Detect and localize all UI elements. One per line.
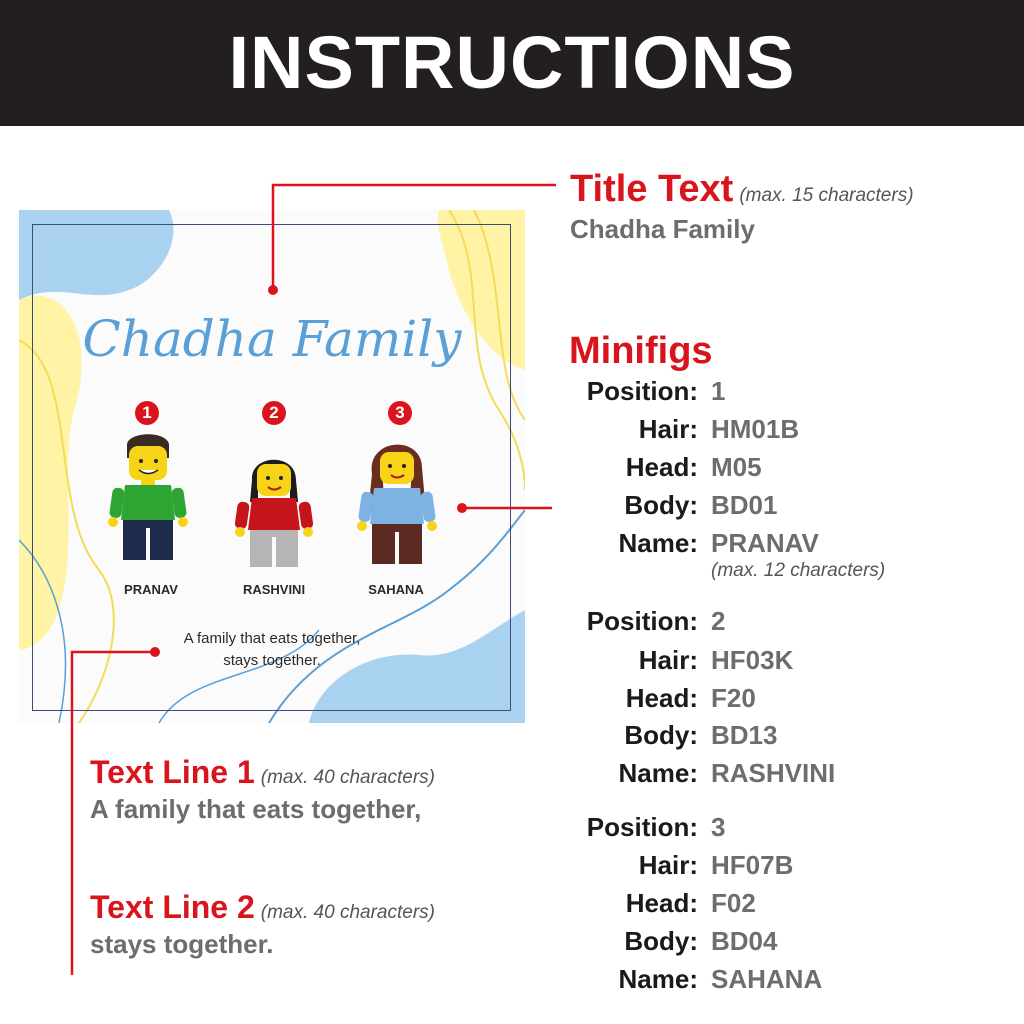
spec-key-name-1: Name: — [618, 528, 698, 558]
spec-val-position-3: 3 — [711, 812, 726, 842]
spec-val-name-1: PRANAV — [711, 528, 819, 558]
spec-key-hair-3: Hair: — [638, 850, 698, 880]
figure-name-2: RASHVINI — [242, 582, 306, 597]
figure-badge-1: 1 — [135, 401, 159, 425]
spec-key-body-1: Body: — [624, 490, 698, 520]
spec-val-hair-3: HF07B — [711, 850, 794, 880]
minifig-rashvini — [232, 450, 316, 574]
spec-val-hair-2: HF03K — [711, 645, 794, 675]
minifig-sahana — [352, 434, 442, 574]
spec-key-body-3: Body: — [624, 926, 698, 956]
preview-title: Chadha Family — [82, 310, 462, 368]
page-title: INSTRUCTIONS — [228, 21, 796, 104]
spec-key-head-3: Head: — [625, 888, 698, 918]
text-line-1-value: A family that eats together, — [90, 794, 422, 824]
text-line-1-heading — [90, 754, 435, 791]
name-limit-note: (max. 12 characters) — [711, 560, 886, 581]
figure-badge-3: 3 — [388, 401, 412, 425]
spec-key-position-1: Position: — [586, 376, 698, 406]
figure-name-1: PRANAV — [124, 582, 178, 597]
spec-key-hair-2: Hair: — [638, 645, 698, 675]
header-bar — [0, 0, 1024, 126]
spec-val-name-2: RASHVINI — [711, 758, 836, 788]
text-line-2-heading — [90, 889, 435, 926]
spec-key-hair-1: Hair: — [638, 414, 698, 444]
title-text-label: Title Text — [570, 168, 734, 210]
spec-key-name-3: Name: — [618, 964, 698, 994]
minifig-pranav — [103, 430, 193, 570]
spec-key-head-2: Head: — [625, 683, 698, 713]
preview-quote-line-2: stays together. — [223, 652, 321, 669]
spec-val-body-3: BD04 — [711, 926, 778, 956]
spec-val-body-1: BD01 — [711, 490, 778, 520]
title-text-value: Chadha Family — [570, 214, 755, 244]
figure-name-3: SAHANA — [368, 582, 424, 597]
spec-val-body-2: BD13 — [711, 720, 778, 750]
spec-key-head-1: Head: — [625, 452, 698, 482]
frame-preview — [19, 210, 525, 723]
spec-key-position-3: Position: — [586, 812, 698, 842]
text-line-2-limit-note: (max. 40 characters) — [260, 902, 436, 923]
minifigs-heading: Minifigs — [569, 330, 713, 372]
spec-val-hair-1: HM01B — [711, 414, 800, 444]
spec-val-head-1: M05 — [711, 452, 762, 482]
title-text-limit-note: (max. 15 characters) — [739, 185, 914, 206]
spec-val-position-2: 2 — [711, 606, 726, 636]
spec-val-name-3: SAHANA — [711, 964, 823, 994]
spec-key-position-2: Position: — [586, 606, 698, 636]
spec-key-body-2: Body: — [624, 720, 698, 750]
spec-val-head-3: F02 — [711, 888, 756, 918]
title-text-heading — [570, 168, 914, 211]
text-line-2-value: stays together. — [90, 929, 274, 959]
figure-badge-2: 2 — [262, 401, 286, 425]
text-line-2-label: Text Line 2 — [90, 889, 255, 925]
text-line-1-label: Text Line 1 — [90, 754, 255, 790]
text-line-1-limit-note: (max. 40 characters) — [260, 767, 436, 788]
spec-val-position-1: 1 — [711, 376, 726, 406]
preview-quote-line-1: A family that eats together, — [183, 630, 361, 647]
spec-key-name-2: Name: — [618, 758, 698, 788]
spec-val-head-2: F20 — [711, 683, 756, 713]
